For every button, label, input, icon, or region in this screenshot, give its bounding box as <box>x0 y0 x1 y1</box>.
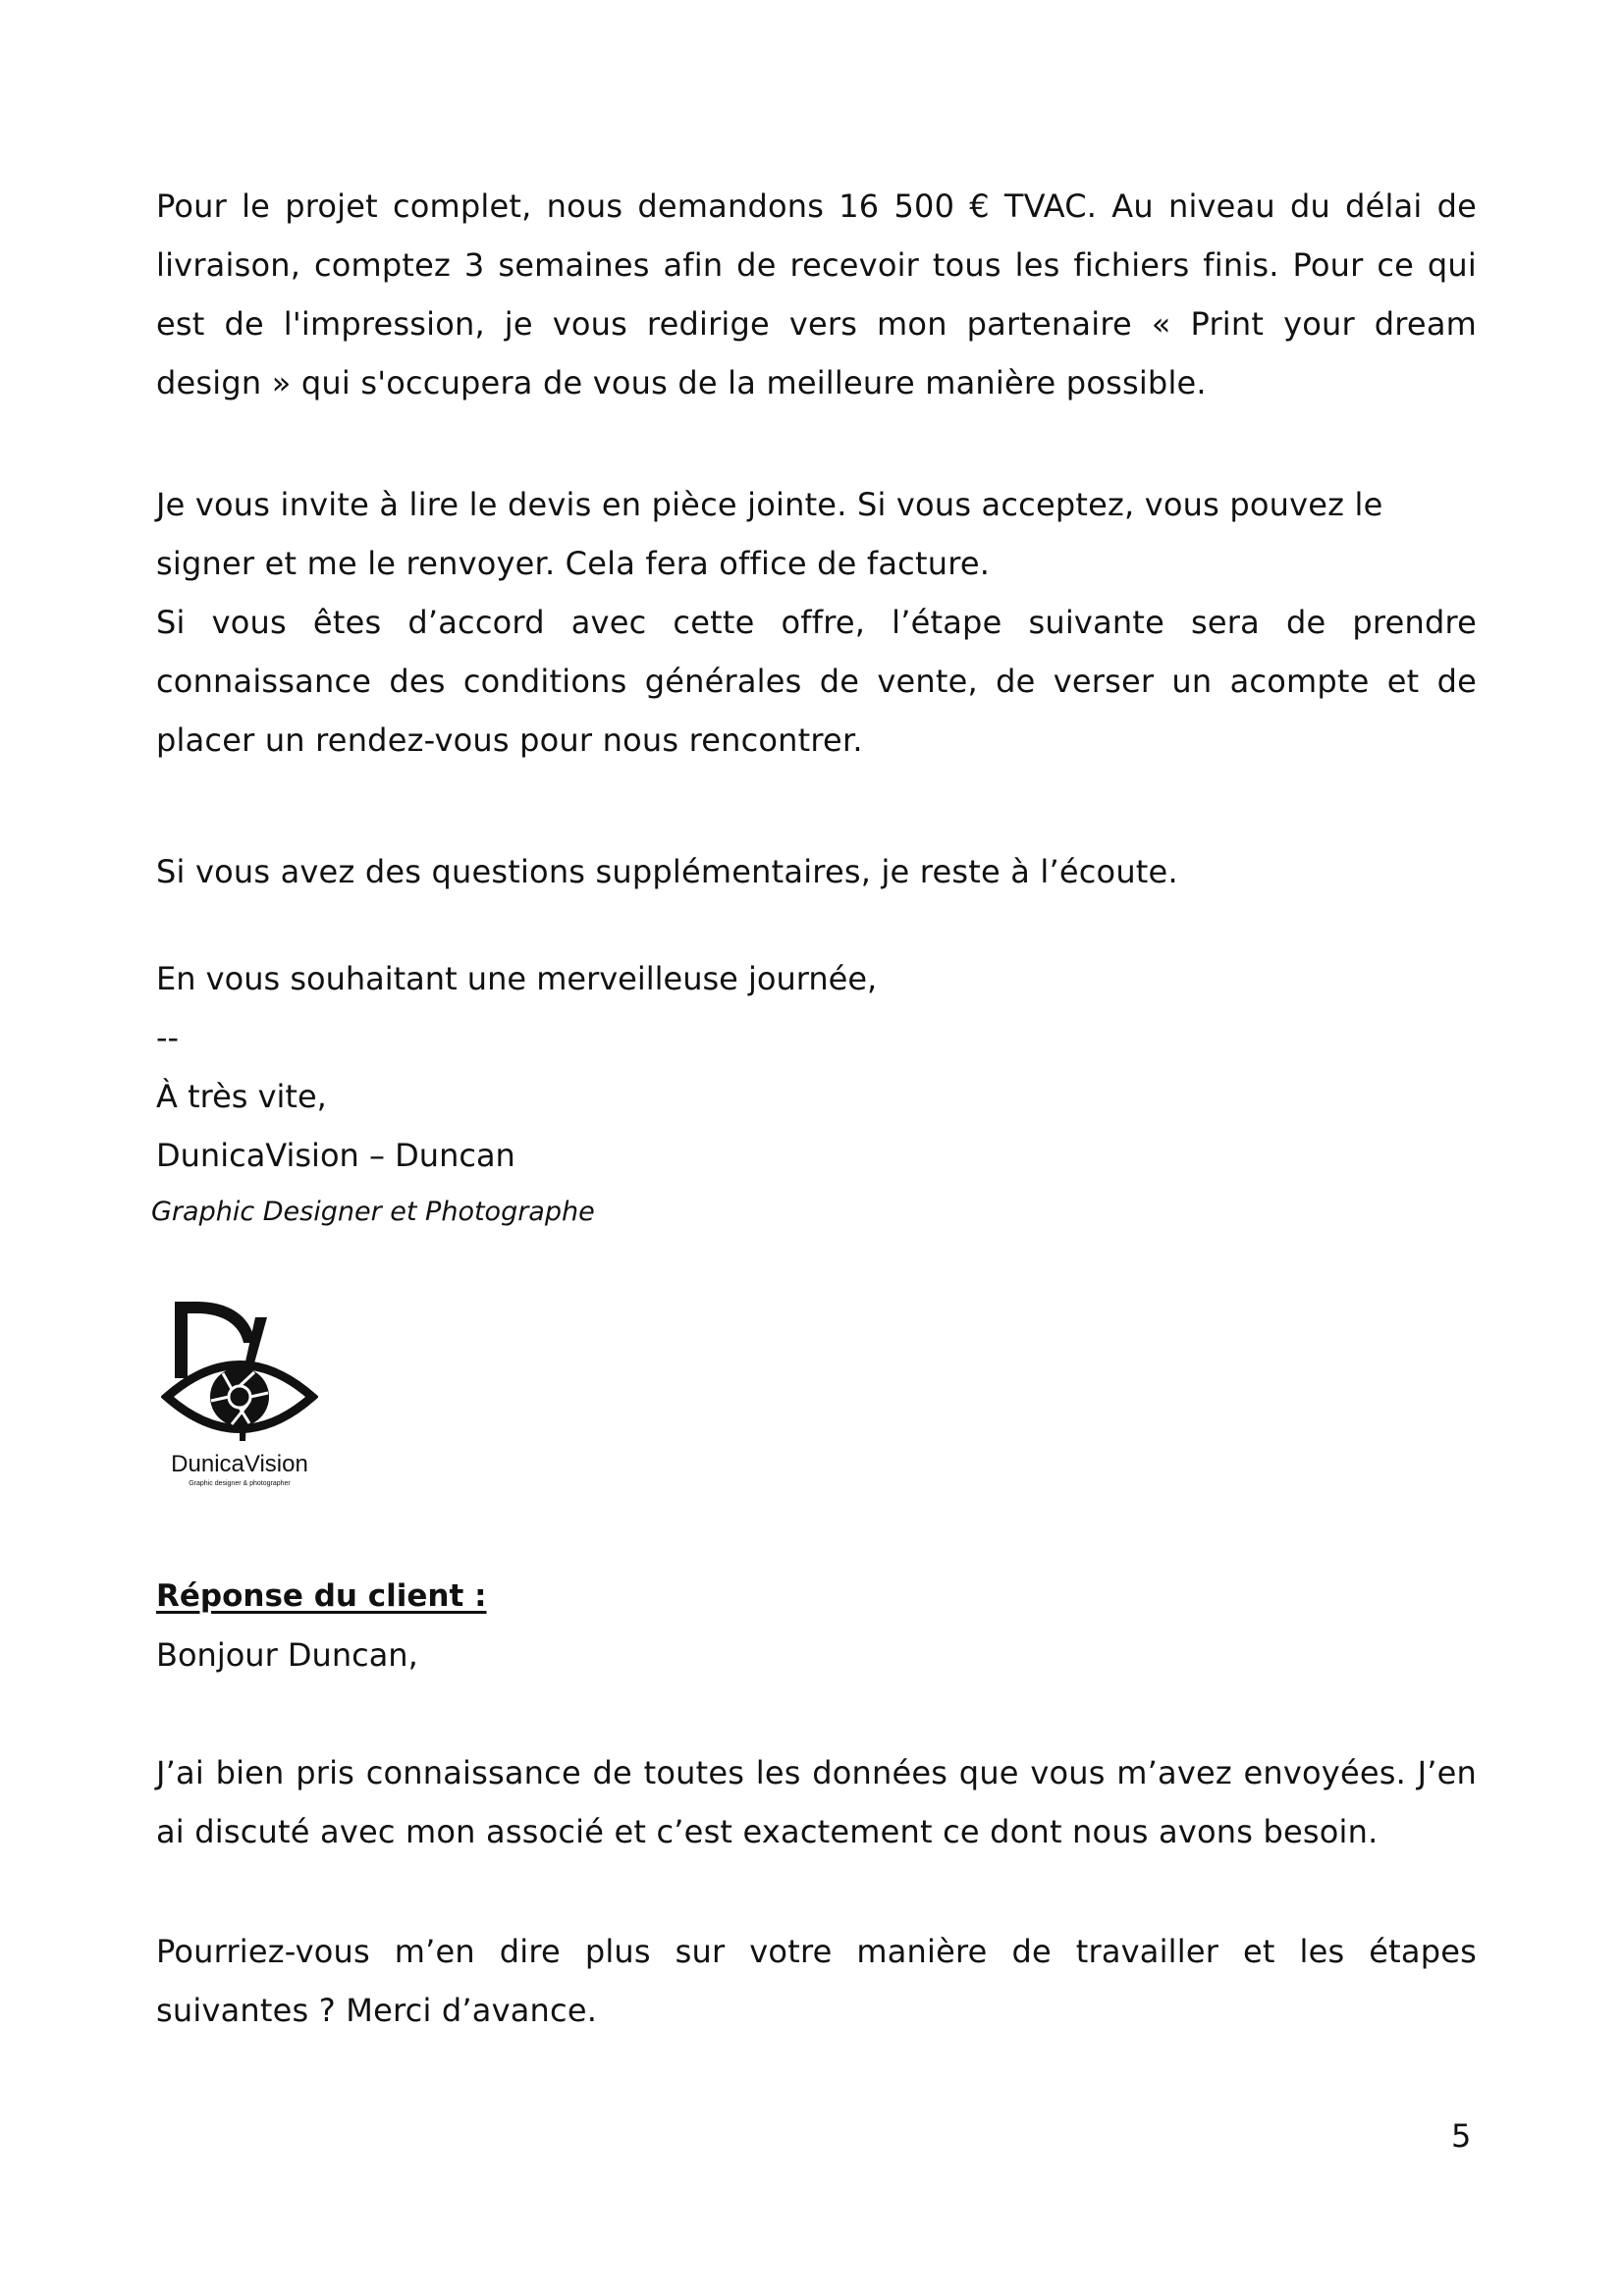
client-reply-paragraph-2: Pourriez-vous m’en dire plus sur votre manière de travailler et les étapes suivantes ? Merci d’avance. <box>156 1933 1477 2029</box>
signature-name: DunicaVision – Duncan <box>156 1137 515 1174</box>
logo-brand-text: DunicaVision <box>171 1451 308 1477</box>
closing-separator: -- <box>156 1019 180 1056</box>
eye-aperture-logo <box>161 1294 318 1490</box>
logo-sub-text: Graphic designer & photographer <box>189 1480 291 1487</box>
paragraph-questions: Si vous avez des questions supplémentaires, je reste à l’écoute. <box>156 853 1178 890</box>
client-reply-greeting: Bonjour Duncan, <box>156 1636 418 1674</box>
client-reply-paragraph-1: J’ai bien pris connaissance de toutes les données que vous m’avez envoyées. J’en ai discuté avec mon associé et c’est exactement ce dont nous avons besoin. <box>156 1754 1477 1850</box>
paragraph-next-steps: Si vous êtes d’accord avec cette offre, l’étape suivante sera de prendre connaissance des conditions générales de vente, de verser un acompte et de placer un rendez-vous pour nous rencontrer. <box>156 604 1477 759</box>
client-reply-heading: Réponse du client : <box>156 1578 487 1614</box>
logo-iris <box>210 1367 269 1426</box>
closing-farewell: À très vite, <box>156 1078 327 1115</box>
signature-tagline: Graphic Designer et Photographe <box>151 1197 595 1227</box>
paragraph-quote-invite: Je vous invite à lire le devis en pièce jointe. Si vous acceptez, vous pouvez le signer et me le renvoyer. Cela fera office de facture. <box>156 486 1383 582</box>
page-number: 5 <box>1451 2117 1472 2155</box>
closing-wish: En vous souhaitant une merveilleuse journée, <box>156 960 878 997</box>
paragraph-price-delivery: Pour le projet complet, nous demandons 16 500 € TVAC. Au niveau du délai de livraison, comptez 3 semaines afin de recevoir tous les fichiers finis. Pour ce qui est de l'impression, je vous redirige vers mon partenaire « Print your dream design » qui s'occupera de vous de la meilleure manière possible. <box>156 187 1477 401</box>
